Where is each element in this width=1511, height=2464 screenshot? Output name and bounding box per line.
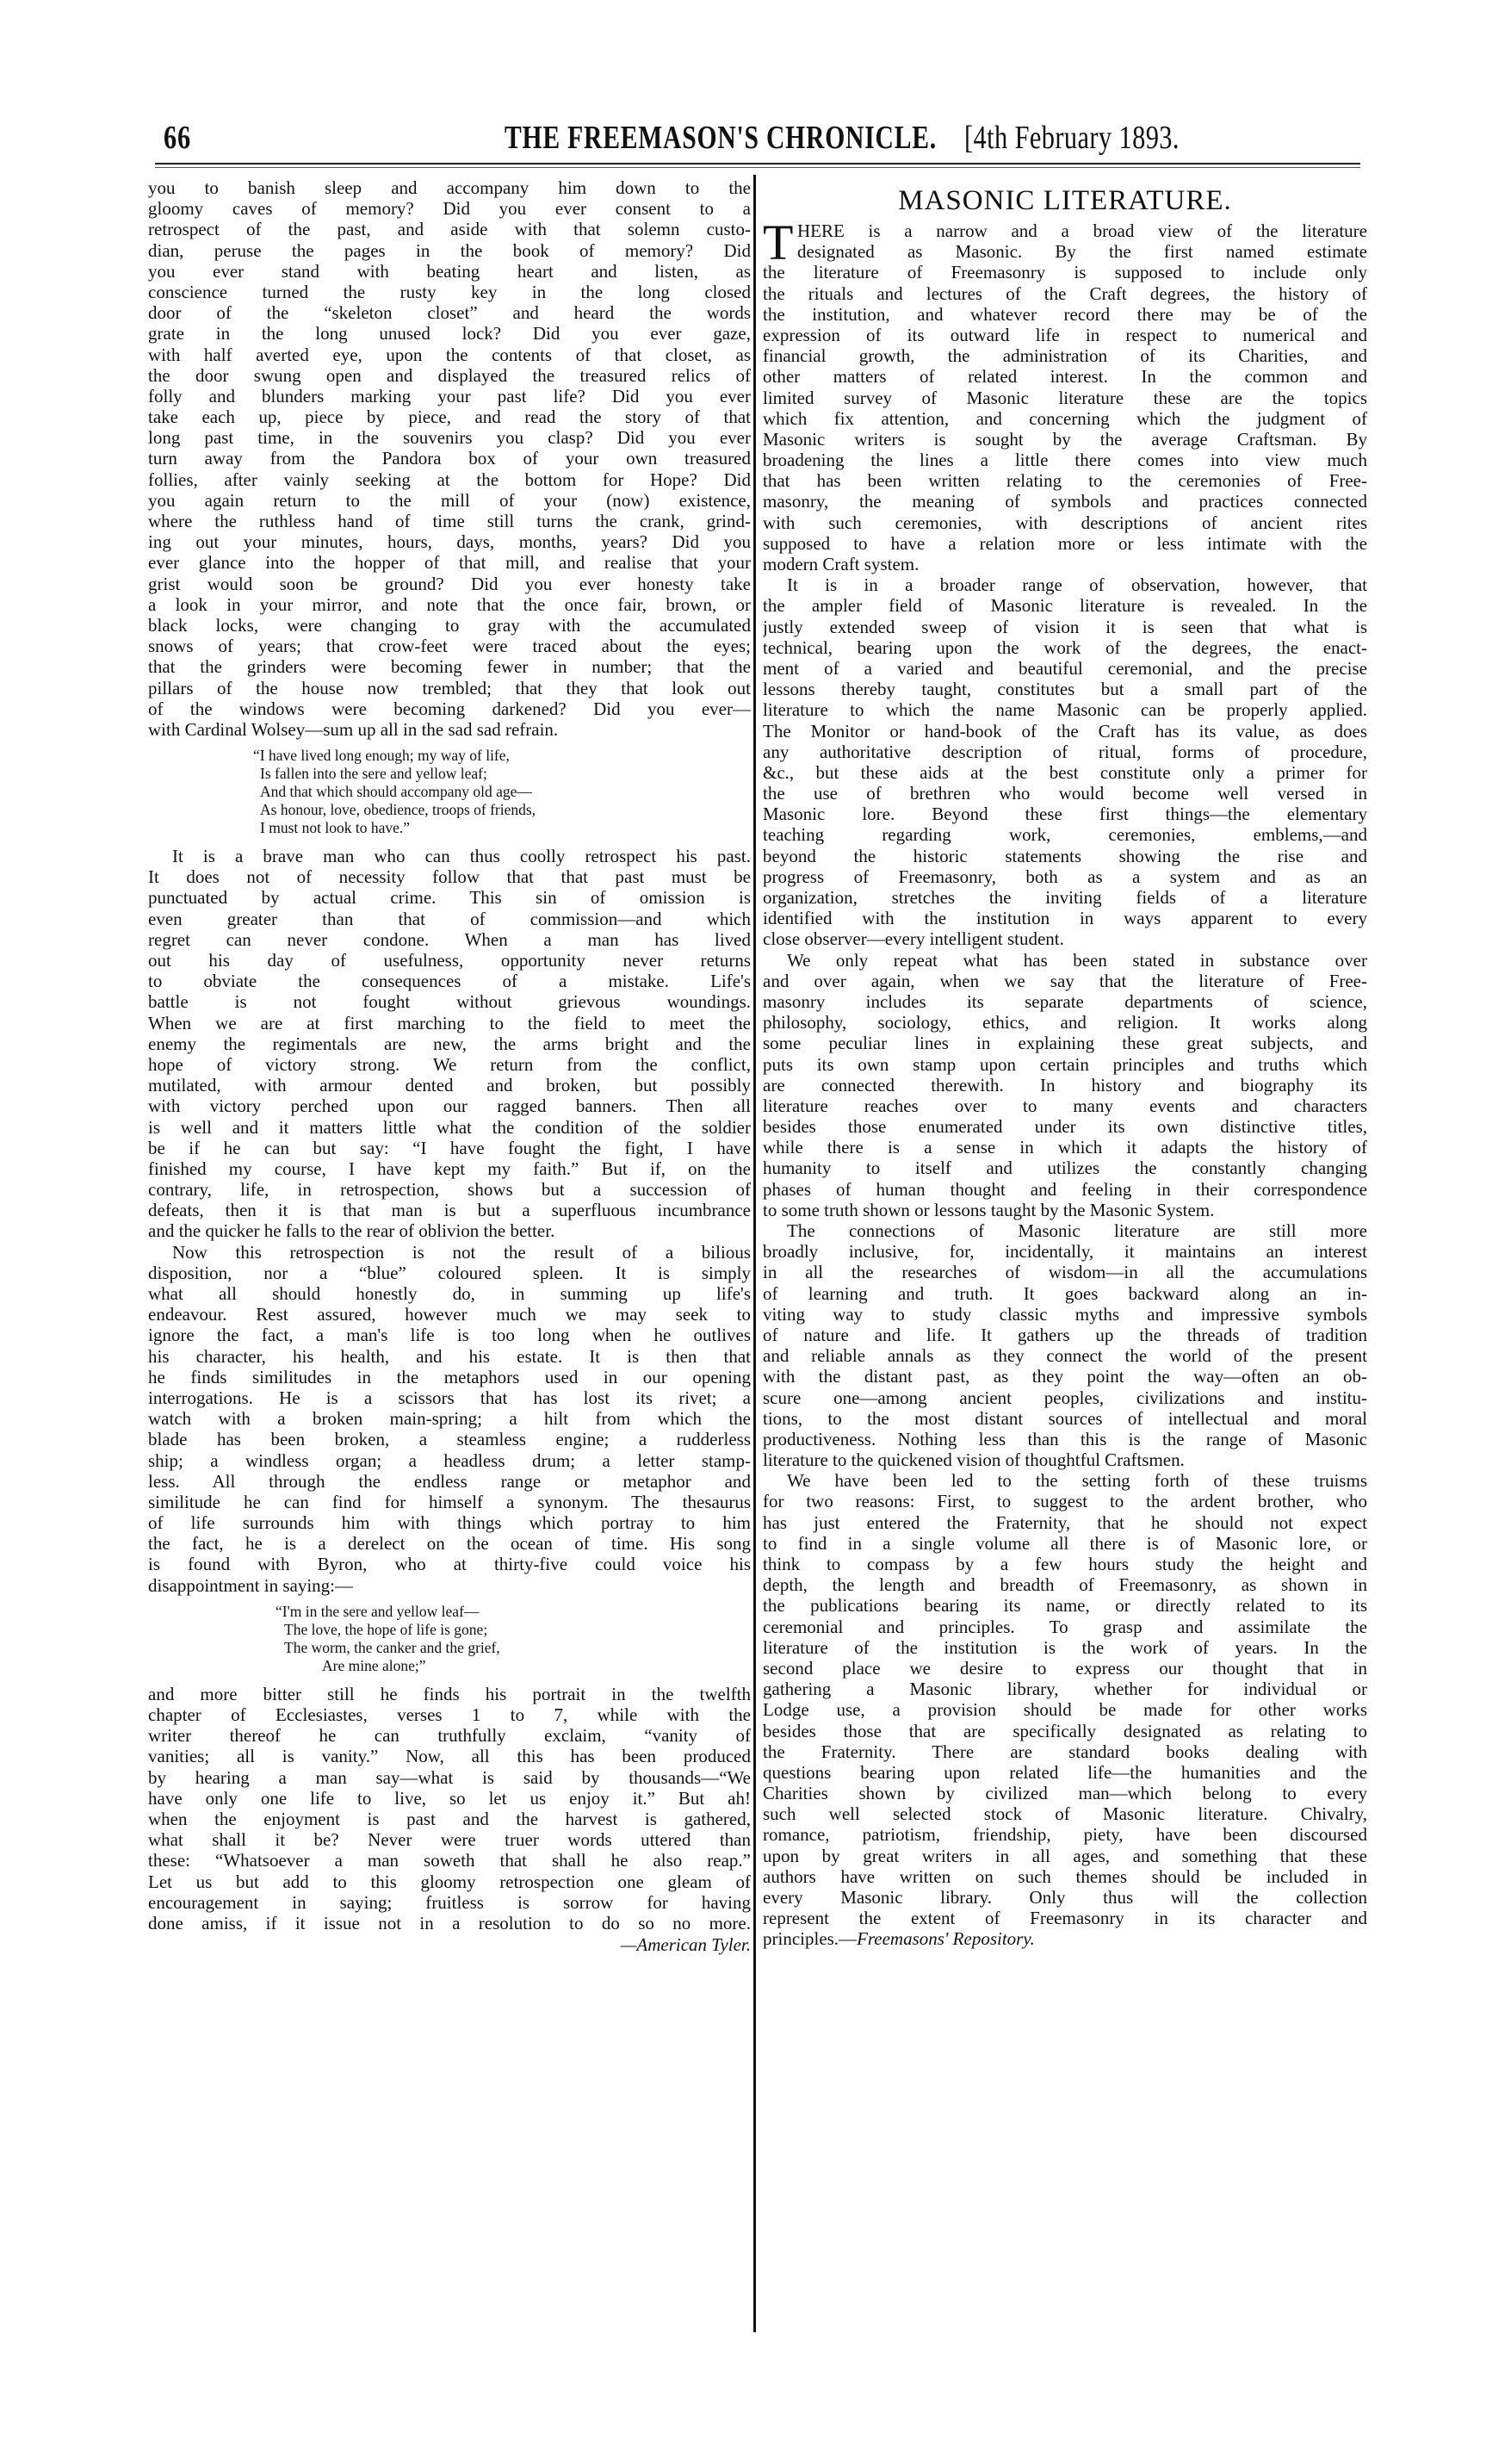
text-line: the rituals and lectures of the Craft degrees, the history of xyxy=(763,282,1367,304)
text-line: identified with the institution in ways apparent to every xyxy=(763,908,1367,929)
text-line: snows of years; that crow-feet were traced about the eyes; xyxy=(148,636,751,657)
verse-line: “I'm in the sere and yellow leaf— xyxy=(276,1602,480,1620)
text-line: writer thereof he can truthfully exclaim, “vanity of xyxy=(148,1725,751,1747)
text-line: which fix attention, and concerning which the judgment of xyxy=(763,407,1367,429)
text-line: that has been written relating to the ceremonies of Free- xyxy=(763,470,1367,492)
text-line: expression of its outward life in respect to numerical and xyxy=(763,324,1367,345)
text-line: gathering a Masonic library, whether for individual or xyxy=(763,1679,1367,1700)
text-line: retrospect of the past, and aside with that solemn custo- xyxy=(148,219,751,240)
text-line: We only repeat what has been stated in substance over xyxy=(787,949,1367,971)
text-line: folly and blunders marking your past life? Did you ever xyxy=(148,385,751,407)
text-line: even greater than that of commission—and which xyxy=(148,908,751,929)
text-line: enemy the regimentals are new, the arms bright and the xyxy=(148,1033,751,1054)
text-line: the ampler field of Masonic literature is revealed. In the xyxy=(763,595,1367,617)
text-line: follies, after vainly seeking at the bottom for Hope? Did xyxy=(148,469,751,490)
text-line: literature to the quickened vision of thoughtful Craftsmen. xyxy=(763,1449,1185,1471)
text-line: take each up, piece by piece, and read the story of that xyxy=(148,407,751,428)
text-line: Charities shown by civilized man—which belong to every xyxy=(763,1783,1367,1804)
text-line: ship; a windless organ; a headless drum; a letter stamp- xyxy=(148,1449,751,1471)
text-line: by hearing a man say—what is said by thousands—“We xyxy=(148,1766,751,1788)
text-line: where the ruthless hand of time still turns the crank, grind- xyxy=(148,511,751,531)
text-line: out his day of usefulness, opportunity never returns xyxy=(148,950,751,971)
verse-line: Are mine alone;” xyxy=(322,1656,426,1674)
paragraph xyxy=(148,846,751,1242)
text-line: such well selected stock of Masonic literature. Chivalry, xyxy=(763,1803,1367,1825)
paragraph xyxy=(148,177,751,740)
text-line: ever glance into the hopper of that mill, and realise that your xyxy=(148,552,751,574)
text-line: It is a brave man who can thus coolly retrospect his past. xyxy=(172,846,751,867)
text-line: the use of brethren who would become well versed in xyxy=(763,783,1367,804)
text-line: besides those enumerated under its own distinctive titles, xyxy=(763,1116,1367,1138)
text-line: other matters of related interest. In the common and xyxy=(763,366,1367,388)
text-line: literature of the institution is the work of years. In the xyxy=(763,1636,1367,1658)
verse-quote-byron xyxy=(148,1596,751,1684)
verse-line: And that which should accompany old age— xyxy=(260,783,532,801)
text-line: and more bitter still he finds his portrait in the twelfth xyxy=(148,1683,751,1704)
verse-line: As honour, love, obedience, troops of friends, xyxy=(260,801,536,819)
text-line: grate in the long unused lock? Did you ever gaze, xyxy=(148,323,751,344)
text-line: phases of human thought and feeling in their correspondence xyxy=(763,1178,1367,1200)
text-line: progress of Freemasonry, both as a system and as an xyxy=(763,866,1367,887)
text-line: are connected therewith. In history and biography its xyxy=(763,1074,1367,1095)
text-line: the door swung open and displayed the treasured relics of xyxy=(148,364,751,386)
text-line: chapter of Ecclesiastes, verses 1 to 7, while with the xyxy=(148,1704,751,1725)
text-line: tions, to the most distant sources of intellectual and moral xyxy=(763,1407,1367,1429)
text-line: technical, bearing upon the work of the degrees, the enact- xyxy=(763,636,1367,658)
paragraph xyxy=(763,1470,1367,1928)
text-line: battle is not fought without grievous woundings. xyxy=(148,991,751,1013)
text-line: humanity to itself and utilizes the constantly changing xyxy=(763,1158,1367,1179)
text-line: long past time, in the souvenirs you clasp? Did you ever xyxy=(148,427,751,449)
text-line: ment of a varied and beautiful ceremonial, and the precise xyxy=(763,657,1367,679)
paragraph xyxy=(763,950,1367,1220)
text-line: justly extended sweep of vision it is seen that what is xyxy=(763,616,1367,637)
text-line: questions bearing upon related life—the humanities and the xyxy=(763,1761,1367,1783)
left-column-article xyxy=(148,177,751,1956)
text-line: beyond the historic statements showing the rise and xyxy=(763,845,1367,866)
text-line: less. All through the endless range or metaphor and xyxy=(148,1470,751,1492)
text-line: interrogations. He is a scissors that has lost its rivet; a xyxy=(148,1387,751,1408)
right-column-article xyxy=(763,177,1367,1950)
text-line: lessons thereby taught, constitutes but a small part of the xyxy=(763,679,1367,700)
text-line: that the grinders were becoming fewer in number; that the xyxy=(148,656,751,678)
text-line: the institution, and whatever record there may be of the xyxy=(763,303,1367,325)
paragraph xyxy=(148,1242,751,1596)
text-line: of the windows were becoming darkened? Did you ever— xyxy=(148,698,751,719)
text-line: pillars of the house now trembled; that they that look out xyxy=(148,677,751,698)
text-line: of life surrounds him with things which portray to him xyxy=(148,1512,751,1534)
text-line: what shall it be? Never were truer words uttered than xyxy=(148,1829,751,1851)
text-line: Masonic lore. Beyond these first things—the elementary xyxy=(763,804,1367,825)
text-line: encouragement in saying; fruitless is sorrow for having xyxy=(148,1891,751,1913)
text-line: teaching regarding work, ceremonies, emblems,—and xyxy=(763,824,1367,846)
article-heading: MASONIC LITERATURE. xyxy=(898,185,1232,216)
text-line: close observer—every intelligent student. xyxy=(763,928,1064,950)
issue-date: [4th February 1893. xyxy=(964,120,1180,156)
text-line: masonry, the meaning of symbols and practices connected xyxy=(763,491,1367,512)
text-line: be if he can but say: “I have fought the fight, I have xyxy=(148,1137,751,1158)
text-line: The connections of Masonic literature are still more xyxy=(787,1220,1367,1241)
text-line: The Monitor or hand-book of the Craft has its value, as does xyxy=(763,720,1367,742)
text-line: you ever stand with beating heart and listen, as xyxy=(148,260,751,282)
drop-cap: T xyxy=(763,214,794,270)
page-header xyxy=(164,119,1352,157)
text-line: with such ceremonies, with descriptions of ancient rites xyxy=(763,512,1367,533)
paragraph xyxy=(148,1684,751,1933)
text-line: scure one—among ancient peoples, civilizations and institu- xyxy=(763,1387,1367,1408)
text-line: &c., but these aids at the best constitute only a primer for xyxy=(763,761,1367,783)
text-line: the Fraternity. There are standard books dealing with xyxy=(763,1741,1367,1762)
text-line: door of the “skeleton closet” and heard the words xyxy=(148,302,751,324)
text-line: think to compass by a few hours study the height and xyxy=(763,1554,1367,1574)
text-line: supposed to have a relation more or less intimate with the xyxy=(763,532,1367,554)
text-line: upon by great writers in all ages, and something that these xyxy=(763,1845,1367,1866)
text-line: organization, stretches the inviting fields of a literature xyxy=(763,887,1367,908)
opening-lines xyxy=(763,214,1367,270)
text-line: puts its own stamp upon certain principles and truths which xyxy=(763,1053,1367,1075)
text-line: modern Craft system. xyxy=(763,554,920,574)
text-line: financial growth, the administration of its Charities, and xyxy=(763,345,1367,367)
column-divider xyxy=(753,175,756,2332)
text-line: authors have written on such themes should be included in xyxy=(763,1865,1367,1887)
text-line: besides those that are specifically designated as relating to xyxy=(763,1720,1367,1741)
text-line: turn away from the Pandora box of your own treasured xyxy=(148,448,751,469)
text-line: contrary, life, in retrospection, shows but a succession of xyxy=(148,1179,751,1201)
article-source-credit: Freemasons' Repository. xyxy=(857,1928,1035,1950)
text-line: designated as Masonic. By the first named estimate xyxy=(797,241,1367,263)
publication-title: THE FREEMASON'S CHRONICLE. xyxy=(505,120,938,156)
text-line: with half averted eye, upon the contents of that closet, as xyxy=(148,344,751,365)
text-line: hope of victory strong. We return from the conflict, xyxy=(148,1053,751,1075)
text-line: masonry includes its separate departments of science, xyxy=(763,990,1367,1012)
text-line: defeats, then it is that man is but a superfluous incumbrance xyxy=(148,1200,751,1221)
text-line: done amiss, if it issue not in a resolution to do so no more. xyxy=(148,1912,751,1933)
page-number: 66 xyxy=(164,120,191,156)
text-line: black locks, were changing to gray with the accumulated xyxy=(148,614,751,636)
text-line: is found with Byron, who at thirty-five could voice his xyxy=(148,1554,751,1575)
text-line: disposition, nor a “blue” coloured spleen. It is simply xyxy=(148,1262,751,1283)
text-line: Masonic writers is sought by the average Craftsman. By xyxy=(763,428,1367,450)
text-line: productiveness. Nothing less than this is the range of Masonic xyxy=(763,1428,1367,1449)
header-rule-thin xyxy=(155,167,1360,168)
text-line: a look in your mirror, and note that the once fair, brown, or xyxy=(148,593,751,615)
text-line: ignore the fact, a man's life is too long when he outlives xyxy=(148,1325,751,1346)
verse-quote-shakespeare xyxy=(148,740,751,846)
text-line: for two reasons: First, to suggest to the ardent brother, who xyxy=(763,1491,1367,1512)
header-rule-thick xyxy=(155,163,1360,164)
text-line: broadly inclusive, for, incidentally, it maintains an interest xyxy=(763,1241,1367,1263)
text-line: broadening the lines a little there comes into view much xyxy=(763,450,1367,471)
text-line: the fact, he is a derelect on the ocean of time. His song xyxy=(148,1533,751,1555)
verse-line: The love, the hope of life is gone; xyxy=(284,1620,488,1638)
text-line: regret can never condone. When a man has lived xyxy=(148,928,751,950)
text-line: grist would soon be ground? Did you ever honesty take xyxy=(148,573,751,594)
verse-line: Is fallen into the sere and yellow leaf; xyxy=(260,765,487,783)
verse-line: “I have lived long enough; my way of life, xyxy=(253,747,510,765)
text-line: finished my course, I have kept my faith.” But if, on the xyxy=(148,1158,751,1179)
text-line: of nature and life. It gathers up the threads of tradition xyxy=(763,1324,1367,1345)
text-line: every Masonic library. Only thus will the collection xyxy=(763,1887,1367,1908)
paragraph xyxy=(763,262,1367,574)
text-line: what all should honestly do, in summing up life's xyxy=(148,1283,751,1304)
verse-line: I must not look to have.” xyxy=(260,819,411,837)
text-line: you again return to the mill of your (now) existence, xyxy=(148,489,751,511)
text-line: with victory perched upon our ragged banners. Then all xyxy=(148,1095,751,1117)
text-line: in all the researches of wisdom—in all the accumulations xyxy=(763,1262,1367,1283)
text-line: you to banish sleep and accompany him down to the xyxy=(148,177,751,198)
text-line: his character, his health, and his estate. It is then that xyxy=(148,1345,751,1367)
text-line: and over again, when we say that the literature of Free- xyxy=(763,970,1367,991)
text-line: watch with a broken main-spring; a hilt from which the xyxy=(148,1408,751,1430)
text-line: It does not of necessity follow that that past must be xyxy=(148,866,751,888)
text-line: and the quicker he falls to the rear of oblivion the better. xyxy=(148,1220,555,1242)
text-line: endeavour. Rest assured, however much we may seek to xyxy=(148,1304,751,1325)
paragraph xyxy=(763,574,1367,949)
text-line: any authoritative description of ritual, forms of procedure, xyxy=(763,741,1367,762)
text-line: romance, patriotism, friendship, piety, have been discoursed xyxy=(763,1824,1367,1846)
text-line: literature reaches over to many events and characters xyxy=(763,1095,1367,1116)
paragraph xyxy=(763,1220,1367,1470)
text-line: mutilated, with armour dented and broken, but possibly xyxy=(148,1075,751,1096)
text-line: literature to which the name Masonic can be properly applied. xyxy=(763,699,1367,721)
closing-line xyxy=(763,1928,1367,1949)
text-line: with Cardinal Wolsey—sum up all in the sad sad refrain. xyxy=(148,718,559,740)
closing-text: principles.— xyxy=(763,1928,858,1950)
text-line: ceremonial and principles. To grasp and assimilate the xyxy=(763,1616,1367,1637)
text-line: Lodge use, a provision should be made for other works xyxy=(763,1699,1367,1721)
text-line: these: “Whatsoever a man soweth that shall he also reap.” xyxy=(148,1850,751,1871)
text-line: vanities; all is vanity.” Now, all this has been produced xyxy=(148,1746,751,1767)
text-line: he finds similitudes in the metaphors used in our opening xyxy=(148,1366,751,1387)
text-line: limited survey of Masonic literature these are the topics xyxy=(763,387,1367,408)
text-line: Let us but add to this gloomy retrospection one gleam of xyxy=(148,1871,751,1892)
text-line: conscience turned the rusty key in the long closed xyxy=(148,281,751,302)
text-line: has just entered the Fraternity, that he should not expect xyxy=(763,1511,1367,1533)
text-line: second place we desire to express our thought that in xyxy=(763,1657,1367,1679)
text-line: when the enjoyment is past and the harvest is gathered, xyxy=(148,1808,751,1829)
text-line: depth, the length and breadth of Freemasonry, as shown in xyxy=(763,1574,1367,1596)
text-line: When we are at first marching to the field to meet the xyxy=(148,1012,751,1033)
text-line: represent the extent of Freemasonry in its character and xyxy=(763,1908,1367,1929)
text-line: similitude he can find for himself a synonym. The thesaurus xyxy=(148,1491,751,1512)
text-line: blade has been broken, a steamless engine; a rudderless xyxy=(148,1429,751,1450)
text-line: dian, peruse the pages in the book of memory? Did xyxy=(148,239,751,261)
text-line: have only one life to live, so let us enjoy it.” But ah! xyxy=(148,1787,751,1809)
text-line: some peculiar lines in explaining these great subjects, and xyxy=(763,1033,1367,1054)
text-line: while there is a sense in which it adapts the history of xyxy=(763,1137,1367,1158)
text-line: to some truth shown or lessons taught by the Masonic System. xyxy=(763,1199,1215,1220)
text-line: to obviate the consequences of a mistake. Life's xyxy=(148,971,751,992)
text-line: and reliable annals as they connect the world of the present xyxy=(763,1345,1367,1367)
article-source-credit: —American Tyler. xyxy=(620,1934,751,1956)
text-line: It is in a broader range of observation, however, that xyxy=(787,574,1367,596)
text-line: gloomy caves of memory? Did you ever consent to a xyxy=(148,198,751,220)
text-line: to find in a single volume all there is of Masonic lore, or xyxy=(763,1532,1367,1554)
text-line: philosophy, sociology, ethics, and religion. It works along xyxy=(763,1012,1367,1033)
text-line: We have been led to the setting forth of these truisms xyxy=(787,1470,1367,1492)
verse-line: The worm, the canker and the grief, xyxy=(284,1638,500,1656)
text-line: viting way to study classic myths and impressive symbols xyxy=(763,1303,1367,1325)
text-line: of learning and truth. It goes backward along an in- xyxy=(763,1282,1367,1304)
text-line: is well and it matters little what the condition of the soldier xyxy=(148,1116,751,1138)
text-line: disappointment in saying:— xyxy=(148,1574,353,1596)
text-line: punctuated by actual crime. This sin of omission is xyxy=(148,887,751,909)
text-line: Now this retrospection is not the result of a bilious xyxy=(172,1241,751,1263)
text-line: ing out your minutes, hours, days, months, years? Did you xyxy=(148,531,751,553)
text-line: with the distant past, as they point the way—often an ob- xyxy=(763,1366,1367,1387)
text-line: the publications bearing its name, or directly related to its xyxy=(763,1595,1367,1617)
text-line: the literature of Freemasonry is supposed to include only xyxy=(763,262,1367,283)
text-line: HERE is a narrow and a broad view of the literature xyxy=(797,220,1367,241)
